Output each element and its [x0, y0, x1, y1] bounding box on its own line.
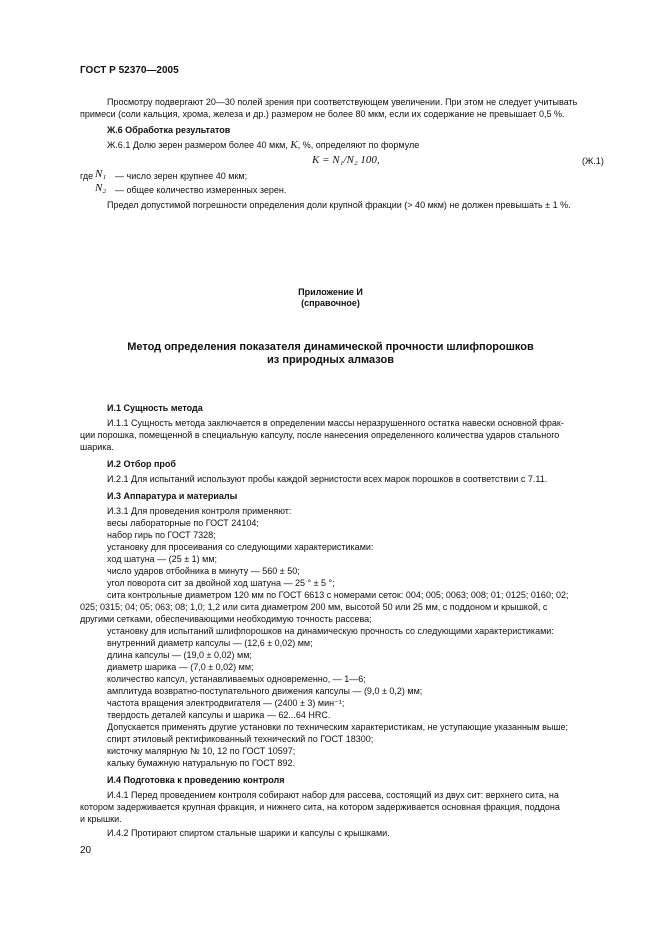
variable-k: K [290, 139, 298, 151]
list-line: частота вращения электродвигателя — (2400 ± 3) мин⁻¹; [107, 698, 345, 708]
list-line: кальку бумажную натуральную по ГОСТ 892. [107, 758, 295, 768]
paragraph-line: ции порошка, помещенной в специальную капсулу, после нанесения определенного количества ударов стального [80, 430, 560, 440]
section-heading: И.2 Отбор проб [107, 459, 176, 469]
paragraph-line: И.4.2 Протирают спиртом стальные шарики и капсулы с крышками. [107, 828, 390, 838]
list-line: спирт этиловый ректификованный технический по ГОСТ 18300; [107, 734, 374, 744]
list-line: амплитуда возвратно-поступательного движения капсулы — (9,0 ± 0,2) мм; [107, 686, 423, 696]
appendix-label: Приложение И [298, 287, 363, 297]
paragraph-line: котором задерживается крупная фракция, и нижнего сита, на котором задерживается основная фракция, поддона [80, 802, 560, 812]
list-line: количество капсул, устанавливаемых одновременно, — 1—6; [107, 674, 366, 684]
paragraph-line: и крышки. [80, 814, 122, 824]
paragraph-line: Просмотру подвергают 20—30 полей зрения при соответствующем увеличении. При этом не следует учитывать [107, 97, 578, 107]
document-id: ГОСТ Р 52370—2005 [80, 65, 179, 76]
list-line: диаметр шарика — (7,0 ± 0,02) мм; [107, 662, 254, 672]
list-line: набор гирь по ГОСТ 7328; [107, 530, 216, 540]
section-heading: Ж.6 Обработка результатов [107, 125, 231, 135]
paragraph-line: И.4.1 Перед проведением контроля собирают набор для рассева, состоящий из двух сит: верхнего сита, на [107, 790, 559, 800]
list-line: сита контрольные диаметром 120 мм по ГОСТ 6613 с номерами сеток: 004; 005; 0063; 008; 01; 0125; 0160; 02; [107, 590, 569, 600]
list-line: твердость деталей капсулы и шарика — 62...64 HRC. [107, 710, 331, 720]
paragraph-line: Предел допустимой погрешности определения доли крупной фракции (> 40 мкм) не должен превышать ± 1 %. [107, 200, 571, 210]
symbol-description: — общее количество измеренных зерен. [115, 185, 287, 195]
appendix-title: Метод определения показателя динамической прочности шлифпорошков [127, 341, 534, 353]
list-line: И.3.1 Для проведения контроля применяют: [107, 506, 292, 516]
list-line: весы лабораторные по ГОСТ 24104; [107, 518, 259, 528]
list-line: установку для просеивания со следующими характеристиками: [107, 542, 374, 552]
appendix-title: из природных алмазов [267, 354, 394, 366]
list-line: 025; 0315; 04; 05; 063; 08; 1,0; 1,2 или сита диаметром 200 мм, высотой 50 или 25 мм, с поддоном и крышкой, с [80, 602, 548, 612]
list-line: установку для испытаний шлифпорошков на динамическую прочность со следующими характеристиками: [107, 626, 554, 636]
list-line: внутренний диаметр капсулы — (12,6 ± 0,02) мм; [107, 638, 313, 648]
list-line: длина капсулы — (19,0 ± 0,02) мм; [107, 650, 252, 660]
paragraph-text: , %, определяют по формуле [297, 140, 420, 150]
section-heading: И.1 Сущность метода [107, 403, 203, 413]
list-line: число ударов отбойника в минуту — 560 ± 50; [107, 566, 300, 576]
paragraph-text: Ж.6.1 Долю зерен размером более 40 мкм, [107, 140, 288, 150]
list-line: угол поворота сит за двойной ход шатуна — 25 ° ± 5 °; [107, 578, 335, 588]
symbol-n1: N₁ [95, 168, 107, 180]
list-line: Допускается применять другие установки по техническим характеристикам, не уступающие указанным выше; [107, 722, 569, 732]
list-line: ход шатуна — (25 ± 1) мм; [107, 554, 218, 564]
list-line: другими сетками, обеспечивающими необходимую точность рассева; [80, 614, 372, 624]
symbol-description: — число зерен крупнее 40 мкм; [115, 171, 248, 181]
paragraph-line: примеси (соли кальция, хрома, железа и др.) размером не более 80 мкм, если их содержание не превышает 0,5 %. [80, 109, 565, 119]
formula-number: (Ж.1) [582, 156, 604, 166]
paragraph-line: шарика. [80, 442, 114, 452]
appendix-kind: (справочное) [301, 298, 360, 308]
paragraph-line [107, 139, 419, 151]
section-heading: И.4 Подготовка к проведению контроля [107, 775, 285, 785]
section-heading: И.3 Аппаратура и материалы [107, 491, 238, 501]
where-label: где [80, 171, 94, 181]
symbol-n2: N₂ [95, 182, 107, 194]
formula: K = N₁/N₂ 100, [312, 154, 380, 166]
paragraph-line: И.1.1 Сущность метода заключается в определении массы неразрушенного остатка навески основной фрак- [107, 418, 564, 428]
paragraph-line: И.2.1 Для испытаний используют пробы каждой зернистости всех марок порошков в соответствии с 7.11. [107, 474, 548, 484]
page-number: 20 [80, 845, 92, 856]
list-line: кисточку малярную № 10, 12 по ГОСТ 10597; [107, 746, 296, 756]
